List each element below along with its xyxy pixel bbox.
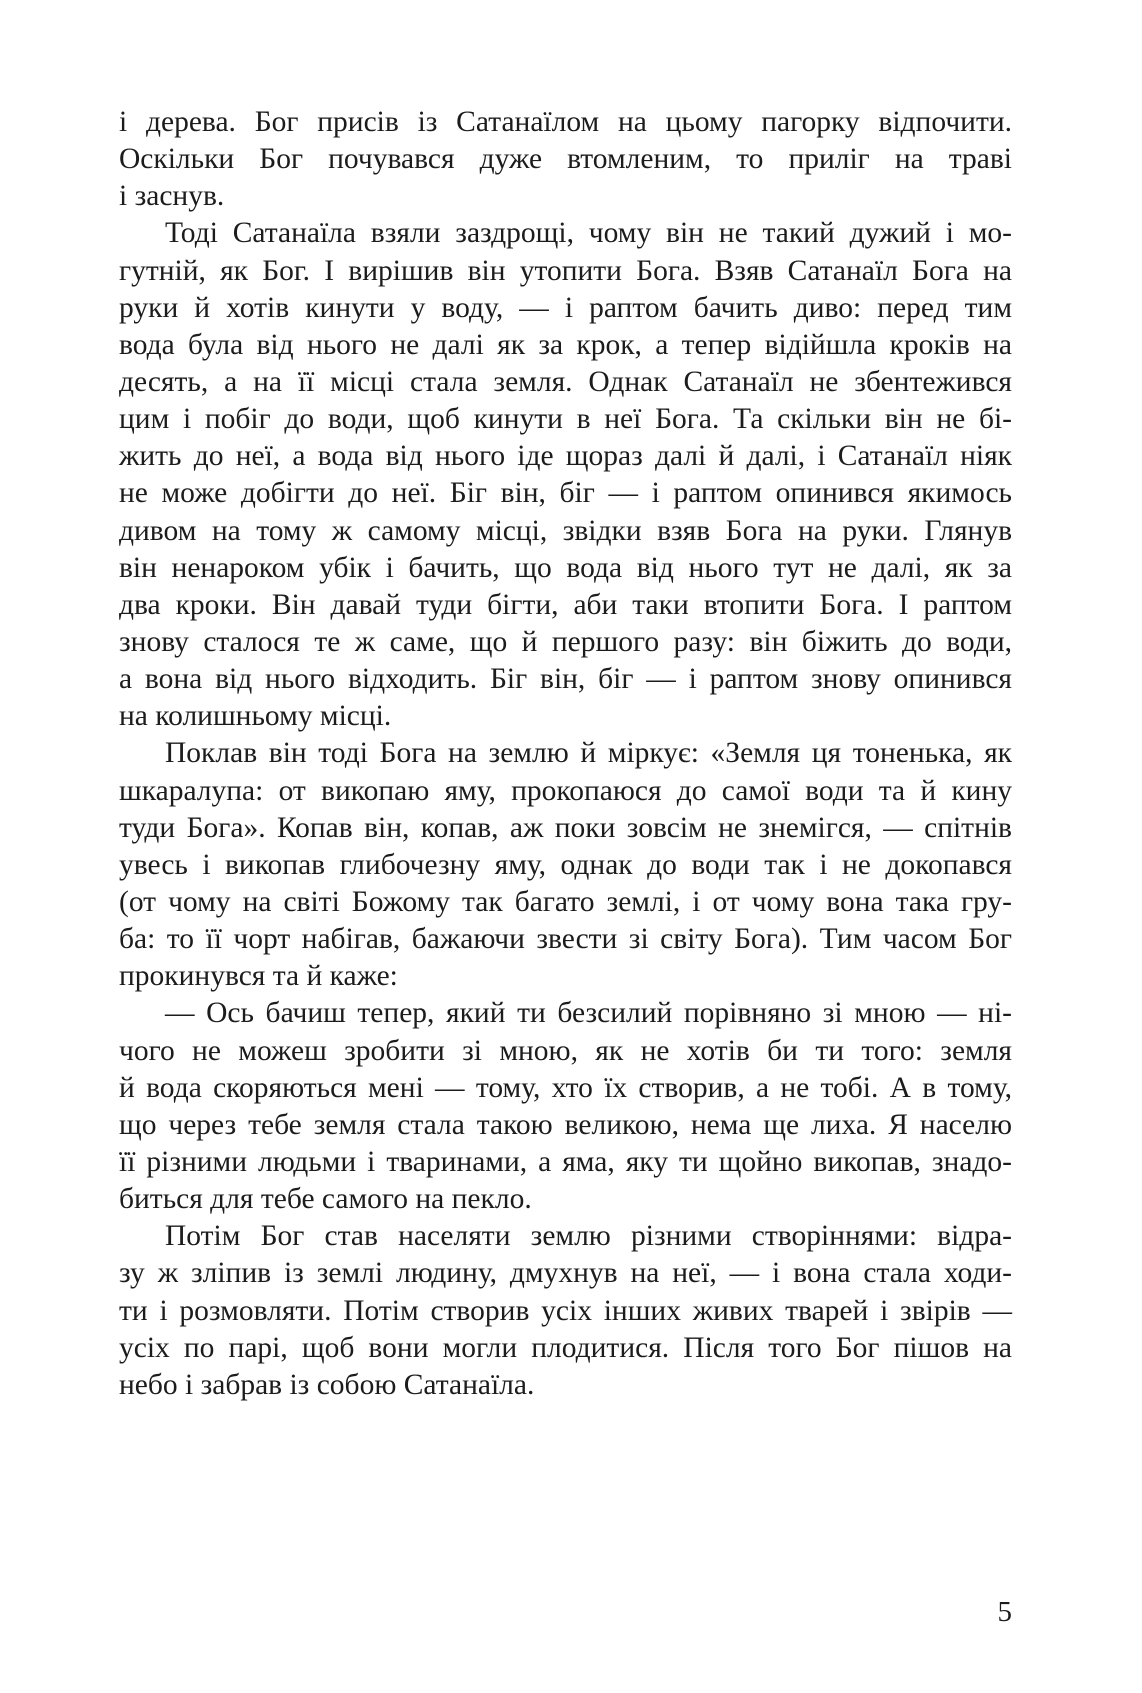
paragraph bbox=[119, 995, 1012, 1218]
text-line: чого не можеш зробити зі мною, як не хотів би ти того: земля bbox=[119, 1034, 1012, 1067]
text-line: увесь і викопав глибочезну яму, однак до води так і не докопався bbox=[119, 848, 1012, 881]
text-line: він ненароком убік і бачить, що вода від нього тут не далі, як за bbox=[119, 551, 1012, 584]
text-line: гутній, як Бог. І вирішив він утопити Бога. Взяв Сатанаїл Бога на bbox=[119, 254, 1012, 287]
body-text bbox=[119, 104, 1012, 1404]
text-line: жить до неї, а вода від нього іде щораз далі й далі, і Сатанаїл ніяк bbox=[119, 440, 1012, 473]
text-line: шкаралупа: от викопаю яму, прокопаюся до самої води та й кину bbox=[119, 774, 1012, 807]
text-line: не може добігти до неї. Біг він, біг — і раптом опинився якимось bbox=[119, 477, 1012, 510]
text-line: знову сталося те ж саме, що й першого разу: він біжить до води, bbox=[119, 625, 1012, 658]
paragraph bbox=[119, 215, 1012, 735]
page-number: 5 bbox=[997, 1596, 1012, 1628]
text-line: Поклав він тоді Бога на землю й міркує: «Земля ця тоненька, як bbox=[165, 737, 1012, 770]
text-line: на колишньому місці. bbox=[119, 700, 392, 733]
text-line: ти і розмовляти. Потім створив усіх інших живих тварей і звірів — bbox=[119, 1294, 1012, 1327]
text-line: биться для тебе самого на пекло. bbox=[119, 1183, 532, 1216]
text-line: Потім Бог став населяти землю різними створіннями: відра- bbox=[165, 1220, 1012, 1253]
text-line: — Ось бачиш тепер, який ти безсилий порівняно зі мною — ні- bbox=[165, 997, 1012, 1030]
text-line: і дерева. Бог присів із Сатанаїлом на цьому пагорку відпочити. bbox=[119, 106, 1012, 138]
text-line: усіх по парі, щоб вони могли плодитися. Після того Бог пішов на bbox=[119, 1331, 1012, 1364]
text-line: і заснув. bbox=[119, 180, 225, 213]
text-line: ба: то її чорт набігав, бажаючи звести зі світу Бога). Тим часом Бог bbox=[119, 923, 1012, 956]
text-line: вода була від нього не далі як за крок, а тепер відійшла кроків на bbox=[119, 328, 1012, 361]
text-line: (от чому на світі Божому так багато землі, і от чому вона така гру- bbox=[119, 885, 1012, 918]
text-line: що через тебе земля стала такою великою, нема ще лиха. Я населю bbox=[119, 1108, 1012, 1141]
text-line: її різними людьми і тваринами, а яма, яку ти щойно викопав, знадо- bbox=[119, 1145, 1012, 1178]
paragraph bbox=[119, 735, 1012, 995]
text-line: дивом на тому ж самому місці, звідки взяв Бога на руки. Глянув bbox=[119, 514, 1012, 547]
text-line: а вона від нього відходить. Біг він, біг — і раптом знову опинився bbox=[119, 663, 1012, 696]
text-line: два кроки. Він давай туди бігти, аби таки втопити Бога. І раптом bbox=[119, 588, 1012, 621]
text-line: руки й хотів кинути у воду, — і раптом бачить диво: перед тим bbox=[119, 291, 1012, 324]
text-line: небо і забрав із собою Сатанаїла. bbox=[119, 1368, 535, 1401]
text-line: десять, а на її місці стала земля. Однак Сатанаїл не збентежився bbox=[119, 365, 1012, 398]
text-line: Оскільки Бог почувався дуже втомленим, то приліг на траві bbox=[119, 143, 1012, 176]
paragraph bbox=[119, 104, 1012, 215]
text-line: туди Бога». Копав він, копав, аж поки зовсім не знемігся, — спітнів bbox=[119, 811, 1012, 844]
text-line: зу ж зліпив із землі людину, дмухнув на неї, — і вона стала ходи- bbox=[119, 1257, 1012, 1290]
text-line: й вода скоряються мені — тому, хто їх створив, а не тобі. А в тому, bbox=[119, 1071, 1012, 1104]
paragraph bbox=[119, 1218, 1012, 1404]
text-line: Тоді Сатанаїла взяли заздрощі, чому він не такий дужий і мо- bbox=[165, 217, 1012, 250]
text-line: цим і побіг до води, щоб кинути в неї Бога. Та скільки він не бі- bbox=[119, 403, 1012, 436]
text-line: прокинувся та й каже: bbox=[119, 960, 398, 993]
